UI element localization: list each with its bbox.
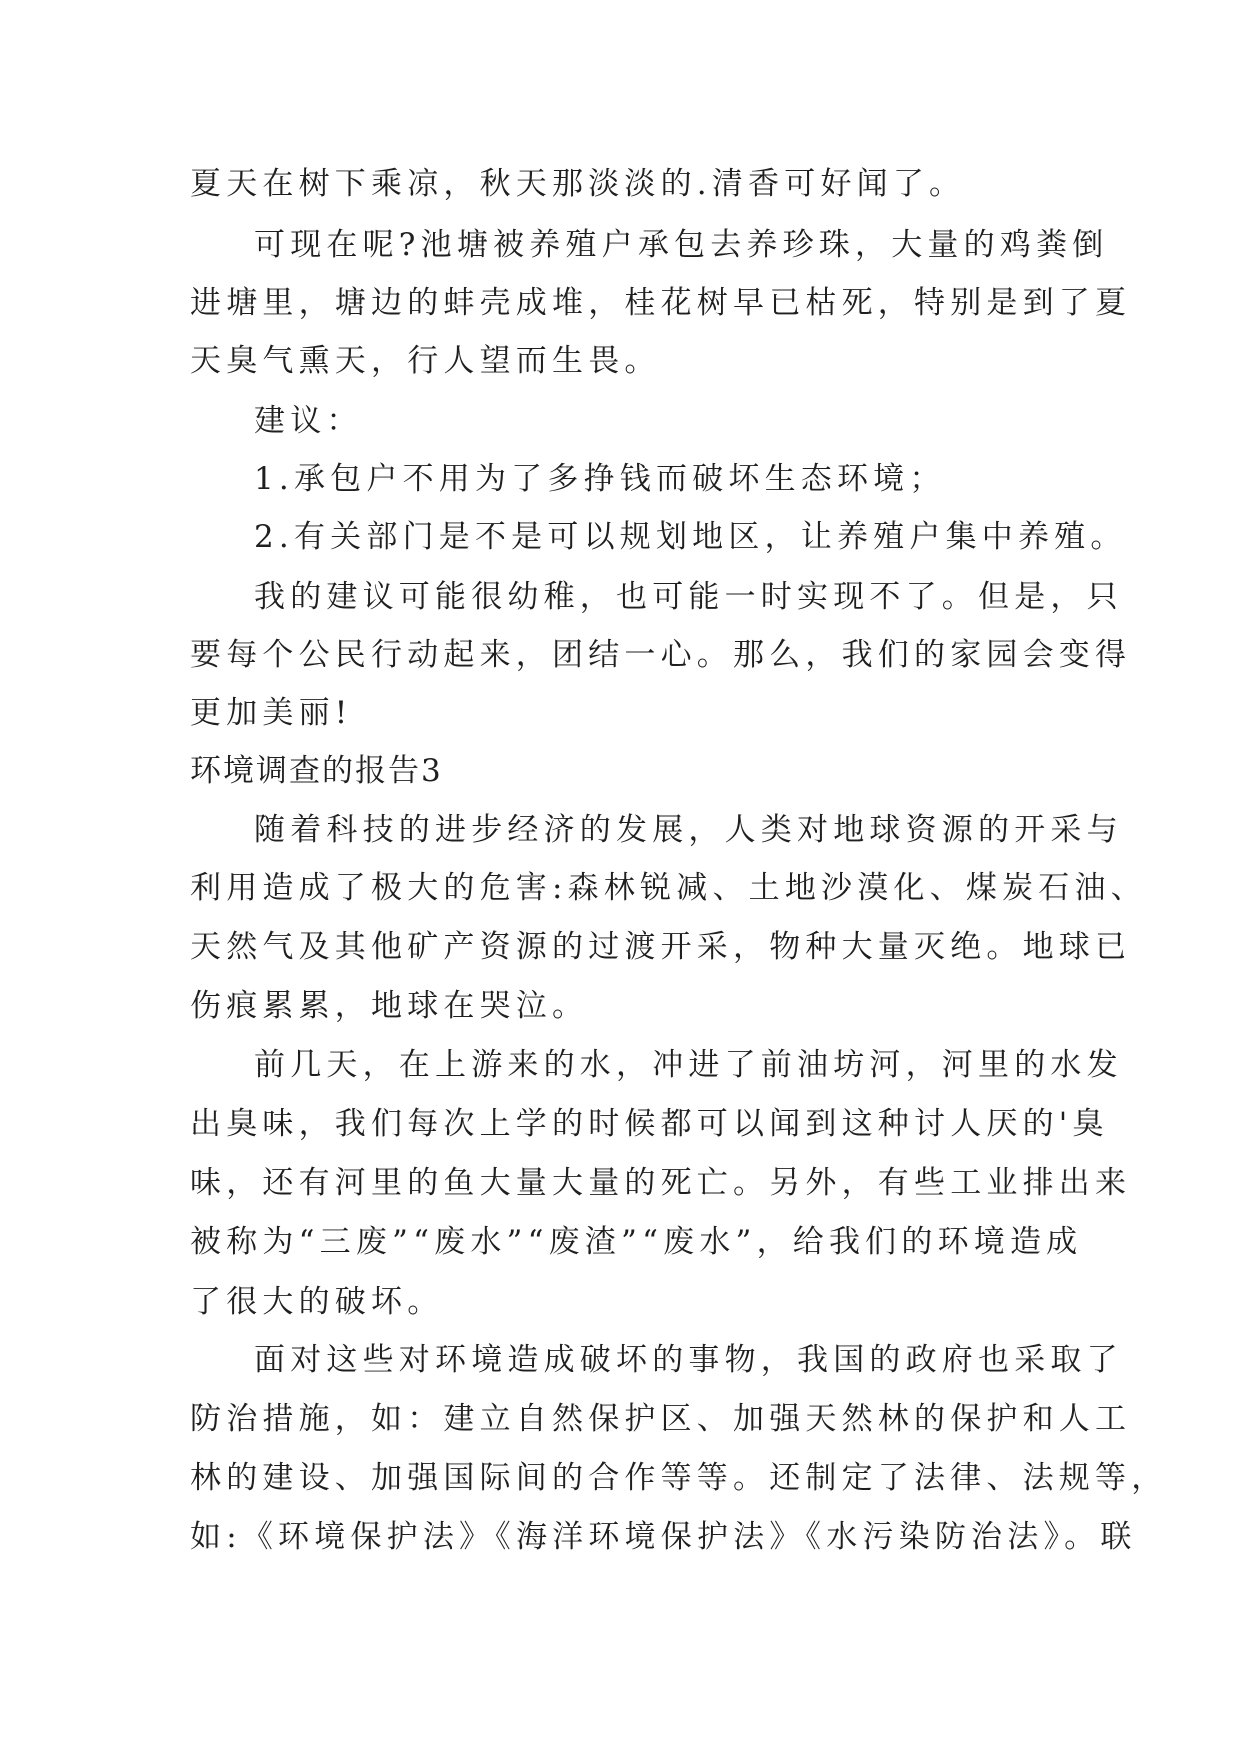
paragraph-line: 夏天在树下乘凉，秋天那淡淡的.清香可好闻了。 xyxy=(190,166,966,202)
paragraph-line: 随着科技的进步经济的发展，人类对地球资源的开采与 xyxy=(254,812,1123,848)
paragraph-line: 利用造成了极大的危害:森林锐减、土地沙漠化、煤炭石油、 xyxy=(190,870,1147,906)
paragraph-line: 天然气及其他矿产资源的过渡开采，物种大量灭绝。地球已 xyxy=(190,929,1132,965)
paragraph-line: 要每个公民行动起来，团结一心。那么，我们的家园会变得 xyxy=(190,637,1132,673)
paragraph-line: 建议： xyxy=(254,403,363,439)
paragraph-line: 进塘里，塘边的蚌壳成堆，桂花树早已枯死，特别是到了夏 xyxy=(190,285,1132,321)
list-item: 1.承包户不用为了多挣钱而破坏生态环境； xyxy=(254,461,946,497)
paragraph-line: 林的建设、加强国际间的合作等等。还制定了法律、法规等， xyxy=(190,1460,1168,1496)
paragraph-line: 如:《环境保护法》《海洋环境保护法》《水污染防治法》。联 xyxy=(190,1519,1137,1555)
paragraph-line: 可现在呢?池塘被养殖户承包去养珍珠，大量的鸡粪倒 xyxy=(254,227,1109,263)
list-item: 2.有关部门是不是可以规划地区，让养殖户集中养殖。 xyxy=(254,519,1127,555)
paragraph-line: 伤痕累累，地球在哭泣。 xyxy=(190,988,589,1024)
paragraph-line: 味，还有河里的鱼大量大量的死亡。另外，有些工业排出来 xyxy=(190,1165,1132,1201)
paragraph-line: 天臭气熏天，行人望而生畏。 xyxy=(190,343,661,379)
paragraph-line: 前几天，在上游来的水，冲进了前油坊河，河里的水发 xyxy=(254,1047,1123,1083)
paragraph-line: 我的建议可能很幼稚，也可能一时实现不了。但是，只 xyxy=(254,579,1123,615)
paragraph-line: 被称为“三废”“废水”“废渣”“废水”，给我们的环境造成 xyxy=(190,1224,1083,1260)
paragraph-line: 防治措施，如：建立自然保护区、加强天然林的保护和人工 xyxy=(190,1401,1132,1437)
paragraph-line: 出臭味，我们每次上学的时候都可以闻到这种讨人厌的'臭 xyxy=(190,1106,1109,1142)
section-heading: 环境调查的报告3 xyxy=(190,753,443,789)
paragraph-line: 更加美丽! xyxy=(190,695,353,731)
paragraph-line: 面对这些对环境造成破坏的事物，我国的政府也采取了 xyxy=(254,1342,1123,1378)
paragraph-line: 了很大的破坏。 xyxy=(190,1284,444,1320)
